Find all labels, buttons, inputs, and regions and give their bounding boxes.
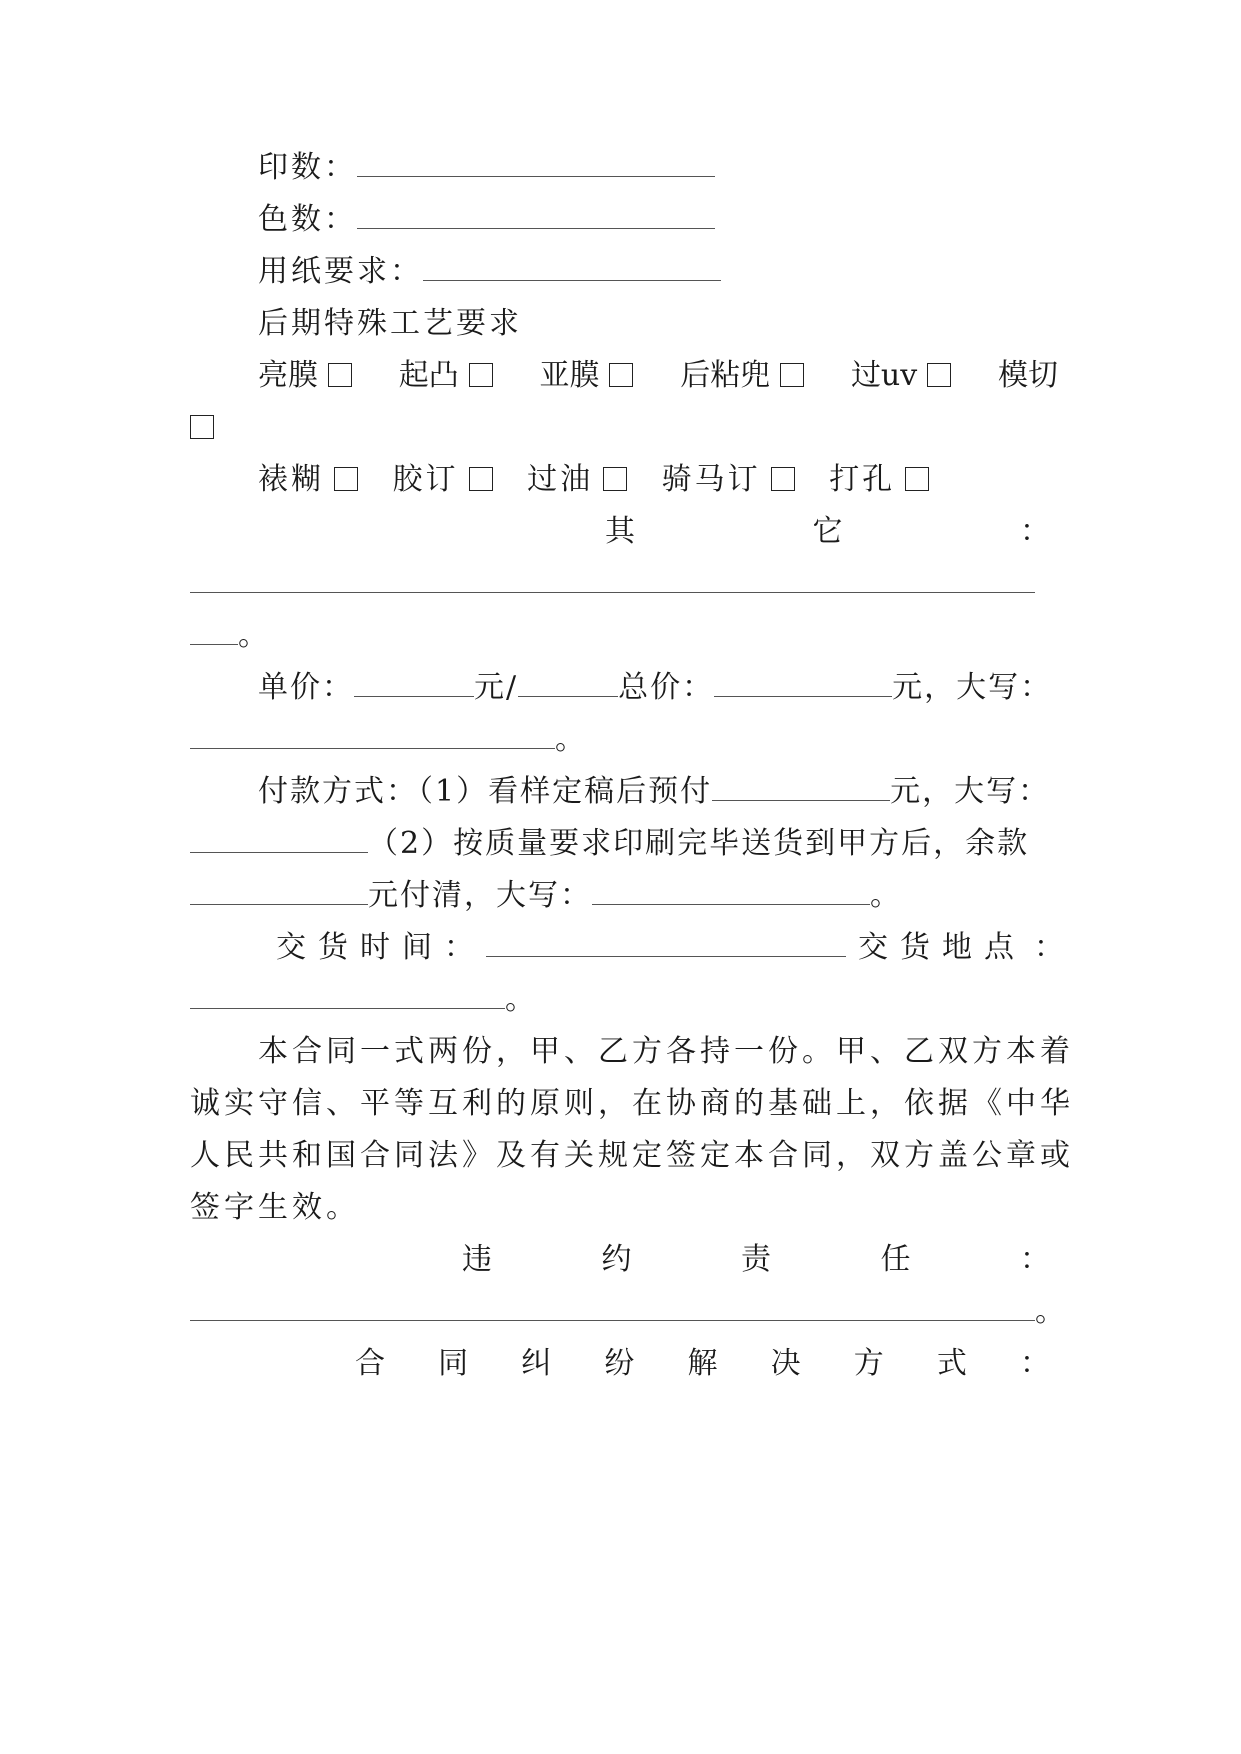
checkbox-icon	[609, 363, 633, 387]
checkbox-icon	[334, 467, 358, 491]
price-daxie-blank	[190, 722, 555, 749]
price-line: 单价： 元/ 总价： 元，大写：	[258, 670, 1053, 705]
payment-line-2: （2）按质量要求印刷完毕送货到甲方后，余款	[190, 824, 1060, 864]
checkbox-icon	[771, 467, 795, 491]
checkbox-icon	[328, 363, 352, 387]
checkbox-icon	[603, 467, 627, 491]
total-price-blank	[714, 670, 892, 697]
clause-line-3: 人民共和国合同法》及有关规定签定本合同，双方盖公章或	[190, 1138, 1074, 1173]
color-count-label: 色数：	[258, 202, 357, 237]
options-row-1-wrap	[190, 408, 1060, 448]
options-row-2	[258, 460, 1060, 500]
clause-line-1: 本合同一式两份，甲、乙方各持一份。甲、乙双方本着	[258, 1034, 1074, 1069]
price-daxie-line: 。	[190, 720, 1060, 760]
other-blank-line	[190, 564, 1060, 604]
liability-label: 违 约 责 任 ：	[462, 1242, 1050, 1277]
option-item: 胶订	[393, 462, 497, 497]
delivery-time-blank	[486, 930, 846, 957]
other-label: 其 它 ：	[605, 514, 1050, 549]
paper-requirement-label: 用纸要求：	[258, 254, 423, 289]
delivery-place-line: 。	[190, 980, 1060, 1020]
delivery-place-label: 交 货 地 点 ：	[858, 930, 1064, 965]
option-item: 裱糊	[258, 462, 362, 497]
balance-blank	[190, 878, 368, 905]
delivery-line	[270, 928, 1064, 968]
option-item: 亮膜	[258, 356, 356, 396]
post-process-heading: 后期特殊工艺要求	[258, 306, 522, 341]
print-count-label: 印数：	[258, 150, 357, 185]
clause-line-4: 签字生效。	[190, 1190, 360, 1225]
print-count-blank	[357, 150, 715, 177]
delivery-time-label: 交 货 时 间 ：	[276, 930, 474, 965]
delivery-place-blank	[190, 982, 505, 1009]
option-item: 亚膜	[539, 356, 637, 396]
option-item: 过uv	[851, 356, 955, 396]
balance-daxie-blank	[592, 878, 870, 905]
prepay-blank	[712, 774, 890, 801]
unit-blank	[518, 670, 618, 697]
clause-line-2: 诚实守信、平等互利的原则，在协商的基础上，依据《中华	[190, 1086, 1074, 1121]
checkbox-icon	[905, 467, 929, 491]
dispute-label: 合 同 纠 纷 解 决 方 式 ：	[355, 1346, 1050, 1381]
unit-price-blank	[354, 670, 474, 697]
payment-line: 付款方式：（1）看样定稿后预付 元，大写：	[258, 774, 1051, 809]
color-count-line	[258, 200, 1060, 240]
option-item: 模切	[997, 358, 1058, 393]
color-count-blank	[357, 202, 715, 229]
liability-blank-line: 。	[190, 1292, 1060, 1332]
payment-line-3: 元付清，大写： 。	[190, 876, 1060, 916]
print-count-line	[258, 148, 1060, 188]
option-item: 过油	[527, 462, 631, 497]
paper-requirement-blank	[423, 254, 721, 281]
liability-blank	[190, 1294, 1035, 1321]
checkbox-icon	[780, 363, 804, 387]
checkbox-icon	[190, 415, 214, 439]
prepay-daxie-blank	[190, 826, 368, 853]
other-blank-end: 。	[190, 616, 1060, 656]
option-item: 后粘兜	[680, 356, 808, 396]
checkbox-icon	[469, 363, 493, 387]
other-blank	[190, 566, 1035, 593]
option-item: 骑马订	[662, 462, 799, 497]
option-item: 打孔	[829, 462, 933, 497]
paper-requirement-line	[258, 252, 1060, 292]
checkbox-icon	[927, 363, 951, 387]
options-row-1	[258, 356, 1058, 396]
checkbox-icon	[469, 467, 493, 491]
option-item: 起凸	[399, 356, 497, 396]
